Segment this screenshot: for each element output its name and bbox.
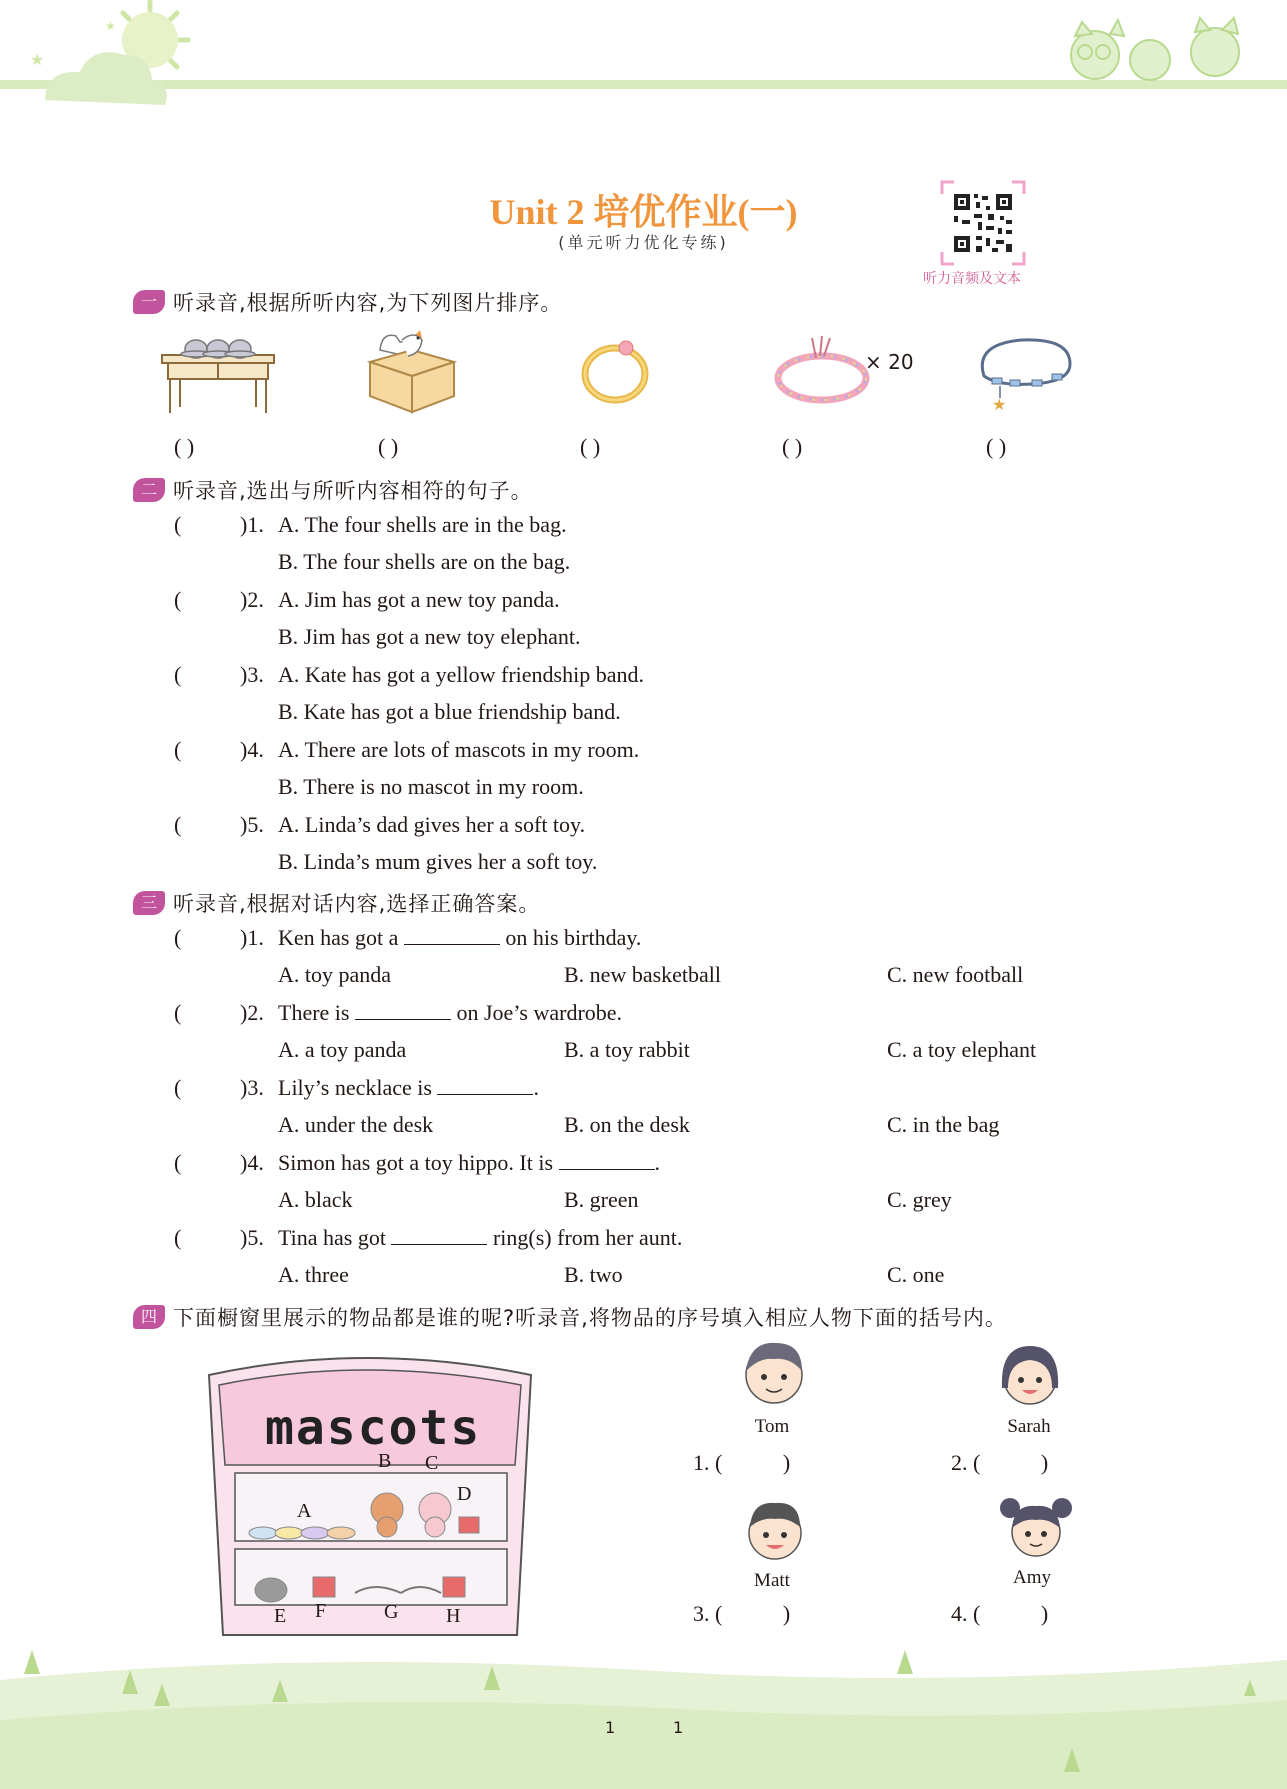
option-b: B. There is no mascot in my room. [278,774,584,799]
option-a: A. There are lots of mascots in my room. [278,737,640,762]
answer-paren[interactable]: ( ) [378,434,399,459]
option-c: C. grey [887,1187,952,1212]
answer-paren[interactable]: ( [174,812,182,837]
friendship-band-icon [772,334,872,410]
shop-letter-g: G [384,1601,399,1623]
qr-caption: 听力音频及文本 [923,271,1021,287]
answer-paren[interactable]: ( ) [986,434,1007,459]
box-with-goose-icon [362,330,462,416]
option-a: A. toy panda [278,962,392,987]
question-number: )2. [240,587,264,612]
footer-landscape [0,1640,1287,1789]
shop-letter-c: C [425,1452,439,1474]
answer-paren[interactable]: ( ) [782,434,803,459]
option-b: B. Jim has got a new toy elephant. [278,624,581,649]
section-2-header [133,475,533,505]
section-instruction: 听录音,根据所听内容,为下列图片排序。 [173,291,563,315]
shop-letter-b: B [378,1450,392,1472]
section-instruction: 听录音,选出与所听内容相符的句子。 [173,479,533,503]
answer-paren[interactable]: ( [174,925,182,950]
option-c: C. in the bag [887,1112,1000,1137]
section-3-header [133,888,540,918]
section-badge: 四 [133,1305,165,1329]
matt-avatar-icon [742,1493,808,1563]
shop-letter-h: H [446,1605,461,1627]
option-b: B. Linda’s mum gives her a soft toy. [278,849,598,874]
option-a: A. Kate has got a yellow friendship band. [278,662,644,687]
tom-avatar-icon [736,1335,812,1407]
question-number: )5. [240,812,264,837]
svg-text:★: ★ [30,50,45,69]
option-a: A. black [278,1187,353,1212]
section-badge: 三 [133,891,165,915]
option-b: B. two [564,1262,623,1287]
animal-faces-icon [1071,18,1239,80]
question-stem: There is on Joe’s wardrobe. [278,1000,623,1025]
option-a: A. under the desk [278,1112,434,1137]
svg-text:★: ★ [105,19,116,33]
person-answer-3[interactable]: 3. ( ) [693,1601,791,1626]
person-answer-2[interactable]: 2. ( ) [951,1450,1049,1475]
shop-letter-e: E [274,1605,287,1627]
page-number-left: 1 [605,1718,616,1737]
option-c: C. new football [887,962,1024,987]
necklace-icon [970,334,1076,414]
person-answer-4[interactable]: 4. ( ) [951,1601,1049,1626]
answer-paren[interactable]: ( [174,1150,182,1175]
section-badge: 二 [133,478,165,502]
fill-blank[interactable] [391,1226,487,1245]
shop-window-illustration [205,1345,535,1645]
question-number: )1. [240,925,264,950]
question-number: )4. [240,737,264,762]
person-answer-1[interactable]: 1. ( ) [693,1450,791,1475]
person-name-tom: Tom [754,1416,790,1437]
option-a: A. Jim has got a new toy panda. [278,587,560,612]
option-b: B. on the desk [564,1112,690,1137]
option-b: B. Kate has got a blue friendship band. [278,699,621,724]
shop-letter-a: A [297,1500,312,1522]
answer-paren[interactable]: ( [174,1000,182,1025]
option-c: C. a toy elephant [887,1037,1037,1062]
option-a: A. a toy panda [278,1037,407,1062]
header-decoration [0,0,1287,120]
option-a: A. Linda’s dad gives her a soft toy. [278,812,586,837]
shop-sign: mascots [265,1400,482,1456]
section-instruction: 听录音,根据对话内容,选择正确答案。 [173,892,541,916]
section-4-header [133,1302,1007,1332]
question-number: )5. [240,1225,264,1250]
sarah-avatar-icon [994,1338,1066,1410]
question-number: )2. [240,1000,264,1025]
person-name-sarah: Sarah [1007,1416,1051,1437]
page-subtitle: (单元听力优化专练) [558,233,729,252]
ring-icon [578,336,652,406]
section-badge: 一 [133,290,165,314]
amy-avatar-icon [996,1490,1076,1562]
option-b: B. a toy rabbit [564,1037,690,1062]
answer-paren[interactable]: ( [174,662,182,687]
option-a: A. three [278,1262,349,1287]
person-name-matt: Matt [754,1570,790,1591]
question-number: )4. [240,1150,264,1175]
qr-code-icon[interactable] [940,180,1026,266]
shop-letter-d: D [457,1483,472,1505]
answer-paren[interactable]: ( [174,587,182,612]
fill-blank[interactable] [559,1151,655,1170]
fill-blank[interactable] [355,1001,451,1020]
question-number: )1. [240,512,264,537]
fill-blank[interactable] [404,926,500,945]
option-b: B. green [564,1187,639,1212]
person-name-amy: Amy [1013,1567,1051,1588]
section-instruction: 下面橱窗里展示的物品都是谁的呢?听录音,将物品的序号填入相应人物下面的括号内。 [173,1306,1007,1330]
option-b: B. new basketball [564,962,722,987]
question-stem: Ken has got a on his birthday. [278,925,642,950]
answer-paren[interactable]: ( [174,737,182,762]
shop-letter-f: F [315,1600,327,1622]
question-stem: Tina has got ring(s) from her aunt. [278,1225,683,1250]
option-b: B. The four shells are on the bag. [278,549,571,574]
question-number: )3. [240,662,264,687]
band-count-note: × 20 [865,350,914,374]
answer-paren[interactable]: ( ) [580,434,601,459]
question-stem: Lily’s necklace is . [278,1075,539,1100]
answer-paren[interactable]: ( [174,512,182,537]
svg-text:★: ★ [992,395,1007,414]
answer-paren[interactable]: ( ) [174,434,195,459]
section-1-header [133,287,562,317]
question-number: )3. [240,1075,264,1100]
page-title: Unit 2 培优作业(一) [489,192,798,232]
answer-paren[interactable]: ( [174,1075,182,1100]
answer-paren[interactable]: ( [174,1225,182,1250]
desk-with-hats-icon [158,333,278,415]
fill-blank[interactable] [437,1076,533,1095]
question-stem: Simon has got a toy hippo. It is . [278,1150,660,1175]
page-number-right: 1 [673,1718,684,1737]
option-c: C. one [887,1262,945,1287]
option-a: A. The four shells are in the bag. [278,512,567,537]
